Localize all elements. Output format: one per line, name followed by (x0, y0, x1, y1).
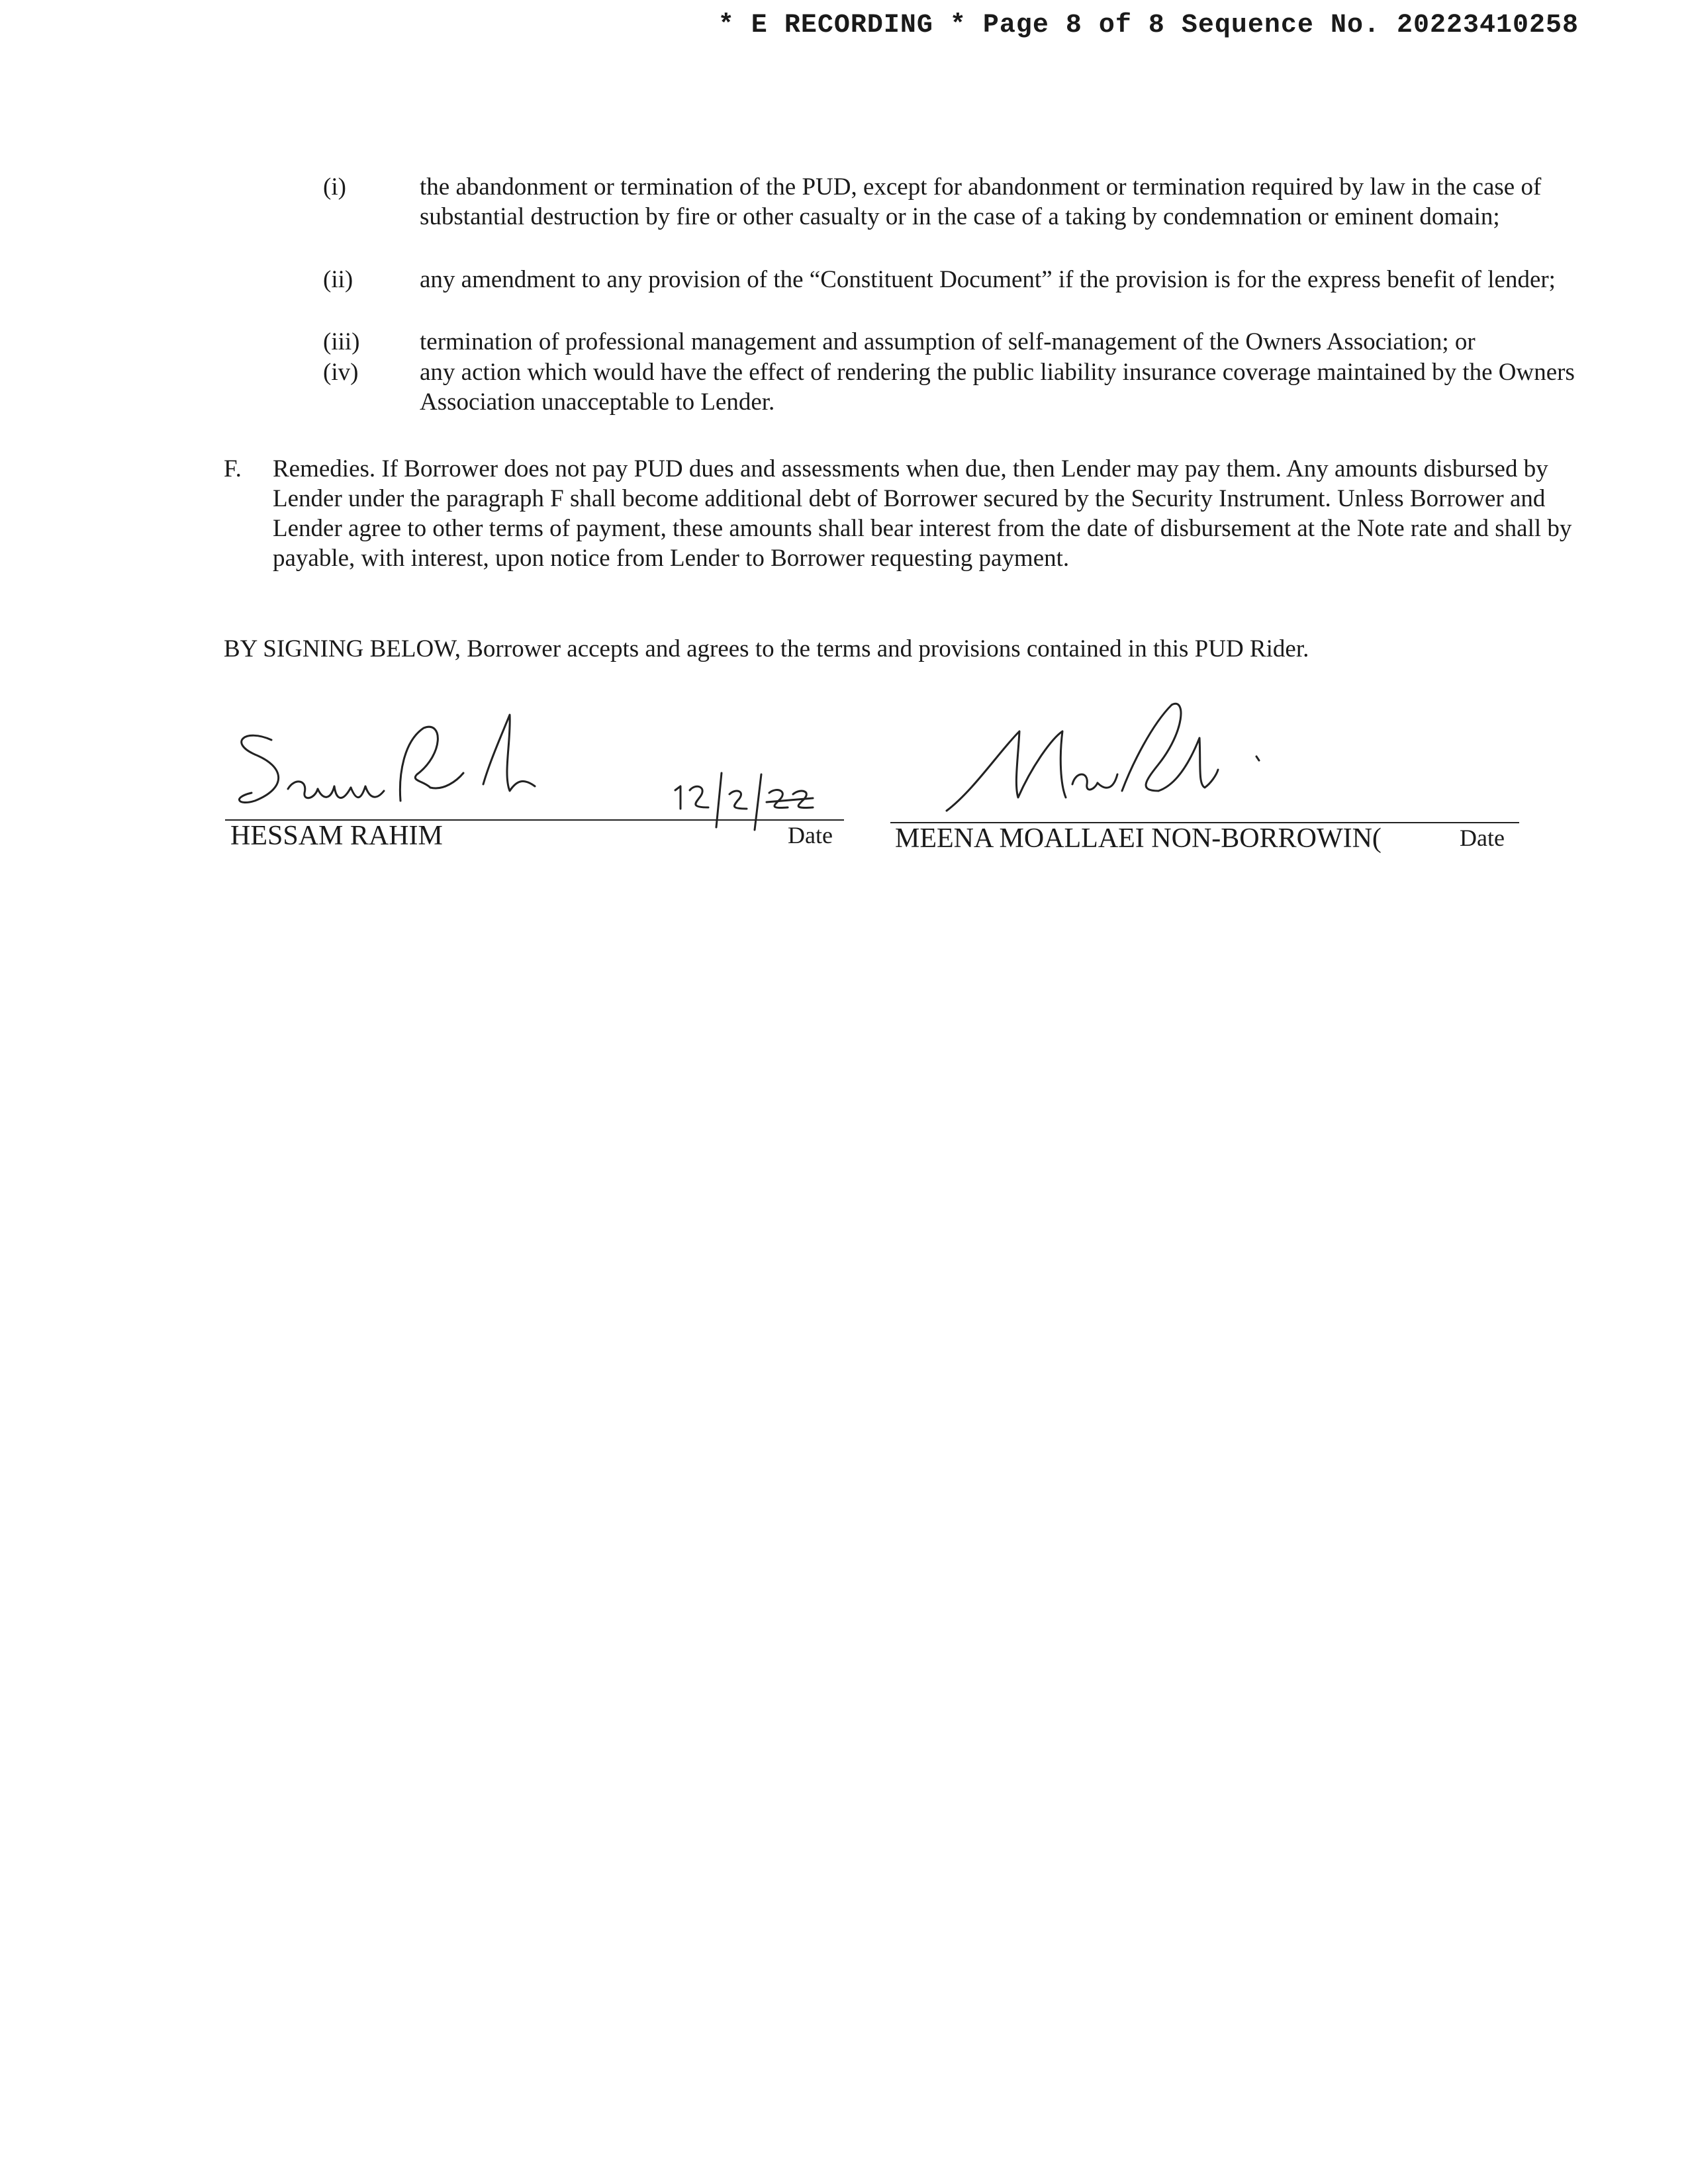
paragraph-letter: F. (224, 455, 242, 482)
signer-name: HESSAM RAHIM (230, 821, 443, 851)
item-number: (iv) (323, 359, 359, 386)
non-borrower-signature (940, 692, 1284, 824)
by-signing-statement: BY SIGNING BELOW, Borrower accepts and agrees to the terms and provisions contained in this PUD Rider. (224, 635, 1309, 662)
item-text: termination of professional management and assumption of self-management of the Owners Association; or (420, 328, 1476, 355)
item-text: any action which would have the effect of rendering the public liability insurance coverage maintained by the Owners Association unacceptable to Lender. (420, 359, 1575, 416)
item-text: the abandonment or termination of the PUD, except for abandonment or termination required by law in the case of substantial destruction by fire or other casualty or in the case of a taking by condemnation or eminent domain; (420, 173, 1542, 230)
item-text: any amendment to any provision of the “Constituent Document” if the provision is for the express benefit of lender; (420, 266, 1556, 293)
remedies-text: Remedies. If Borrower does not pay PUD dues and assessments when due, then Lender may pay them. Any amounts disbursed by Lender under the paragraph F shall become additional debt of Borrower secured by the Security Instrument. Unless Borrower and Lender agree to other terms of payment, these amounts shall bear interest from the date of disbursement at the Note rate and shall by payable, with interest, upon notice from Lender to Borrower requesting payment. (273, 455, 1572, 572)
date-label: Date (788, 822, 833, 848)
date-label: Date (1460, 825, 1505, 851)
recording-header: * E RECORDING * Page 8 of 8 Sequence No. 20223410258 (718, 11, 1579, 40)
item-number: (i) (323, 173, 346, 201)
handwritten-date (667, 761, 866, 834)
borrower-signature (225, 702, 622, 821)
signer-name: MEENA MOALLAEI NON-BORROWIN( (895, 823, 1382, 854)
item-number: (ii) (323, 266, 353, 293)
item-number: (iii) (323, 328, 360, 355)
